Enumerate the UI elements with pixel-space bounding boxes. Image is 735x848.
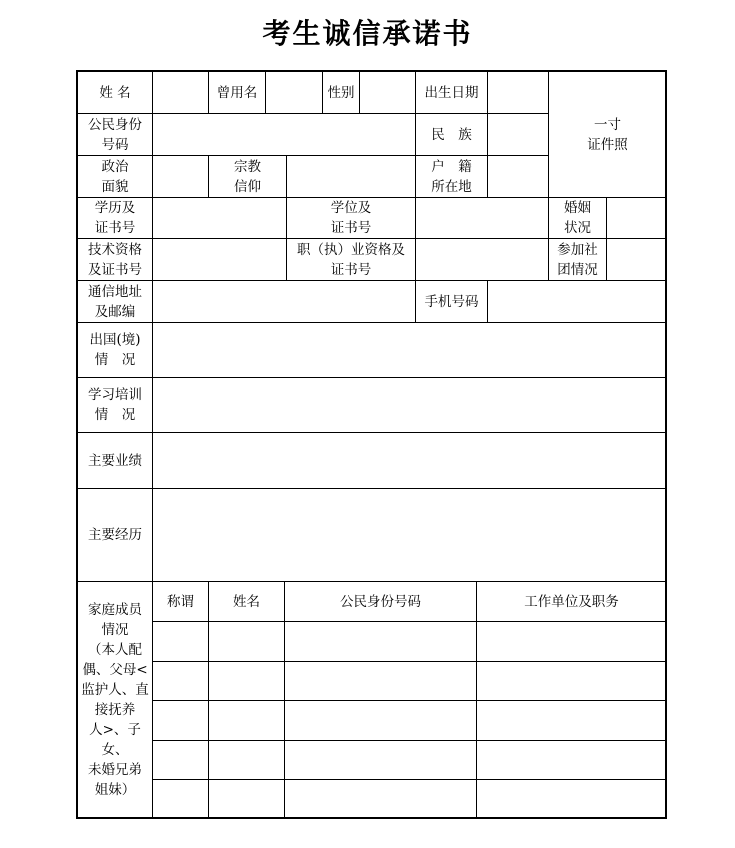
input-education[interactable] [152, 197, 287, 239]
family-row-3-id-number[interactable] [284, 700, 477, 741]
input-technical-qualification[interactable] [152, 238, 287, 281]
input-abroad[interactable] [152, 322, 667, 378]
family-row-1-employer-position[interactable] [476, 621, 667, 662]
family-header-employer-position: 工作单位及职务 [476, 581, 667, 622]
input-professional-qualification[interactable] [415, 238, 549, 281]
label-professional-qualification: 职（执）业资格及 证书号 [286, 238, 416, 281]
label-religion: 宗教 信仰 [208, 155, 287, 198]
input-former-name[interactable] [265, 71, 323, 114]
label-household-registration: 户 籍 所在地 [415, 155, 488, 198]
label-training: 学习培训 情 况 [77, 377, 153, 433]
label-id-number: 公民身份 号码 [77, 113, 153, 156]
input-gender[interactable] [359, 71, 416, 114]
input-id-number[interactable] [152, 113, 416, 156]
label-former-name: 曾用名 [208, 71, 266, 114]
family-row-5-id-number[interactable] [284, 779, 477, 819]
input-social-organization[interactable] [606, 238, 667, 281]
family-row-3-relation[interactable] [152, 700, 209, 741]
family-row-3-employer-position[interactable] [476, 700, 667, 741]
photo-placeholder: 一寸 证件照 [548, 71, 667, 198]
input-marital-status[interactable] [606, 197, 667, 239]
family-row-2-id-number[interactable] [284, 661, 477, 701]
input-mobile[interactable] [487, 280, 667, 323]
family-row-1-name[interactable] [208, 621, 285, 662]
label-gender: 性别 [322, 71, 360, 114]
input-degree[interactable] [415, 197, 549, 239]
family-row-1-id-number[interactable] [284, 621, 477, 662]
label-education: 学历及 证书号 [77, 197, 153, 239]
family-row-2-relation[interactable] [152, 661, 209, 701]
family-header-name: 姓名 [208, 581, 285, 622]
label-marital-status: 婚姻 状况 [548, 197, 607, 239]
input-political-status[interactable] [152, 155, 209, 198]
input-experience[interactable] [152, 488, 667, 582]
label-mobile: 手机号码 [415, 280, 488, 323]
label-birth-date: 出生日期 [415, 71, 488, 114]
label-technical-qualification: 技术资格 及证书号 [77, 238, 153, 281]
family-row-5-name[interactable] [208, 779, 285, 819]
family-row-4-relation[interactable] [152, 740, 209, 780]
input-achievements[interactable] [152, 432, 667, 489]
label-ethnicity: 民 族 [415, 113, 488, 156]
label-abroad: 出国(境) 情 况 [77, 322, 153, 378]
label-degree: 学位及 证书号 [286, 197, 416, 239]
document-title: 考生诚信承诺书 [262, 17, 473, 50]
family-row-4-employer-position[interactable] [476, 740, 667, 780]
family-row-2-employer-position[interactable] [476, 661, 667, 701]
family-row-2-name[interactable] [208, 661, 285, 701]
family-header-id-number: 公民身份号码 [284, 581, 477, 622]
family-row-5-relation[interactable] [152, 779, 209, 819]
family-row-4-name[interactable] [208, 740, 285, 780]
input-birth-date[interactable] [487, 71, 549, 114]
family-row-1-relation[interactable] [152, 621, 209, 662]
label-family: 家庭成员 情况 （本人配 偶、父母< 监护人、直 接抚养 人>、子女、 未婚兄弟 姐妹） [77, 581, 153, 819]
label-experience: 主要经历 [77, 488, 153, 582]
input-religion[interactable] [286, 155, 416, 198]
input-training[interactable] [152, 377, 667, 433]
input-ethnicity[interactable] [487, 113, 549, 156]
label-social-organization: 参加社 团情况 [548, 238, 607, 281]
label-address: 通信地址 及邮编 [77, 280, 153, 323]
input-address[interactable] [152, 280, 416, 323]
input-household-registration[interactable] [487, 155, 549, 198]
family-header-relation: 称谓 [152, 581, 209, 622]
input-name[interactable] [152, 71, 209, 114]
label-achievements: 主要业绩 [77, 432, 153, 489]
family-row-3-name[interactable] [208, 700, 285, 741]
label-political-status: 政治 面貌 [77, 155, 153, 198]
family-row-4-id-number[interactable] [284, 740, 477, 780]
label-name: 姓 名 [77, 71, 153, 114]
family-row-5-employer-position[interactable] [476, 779, 667, 819]
